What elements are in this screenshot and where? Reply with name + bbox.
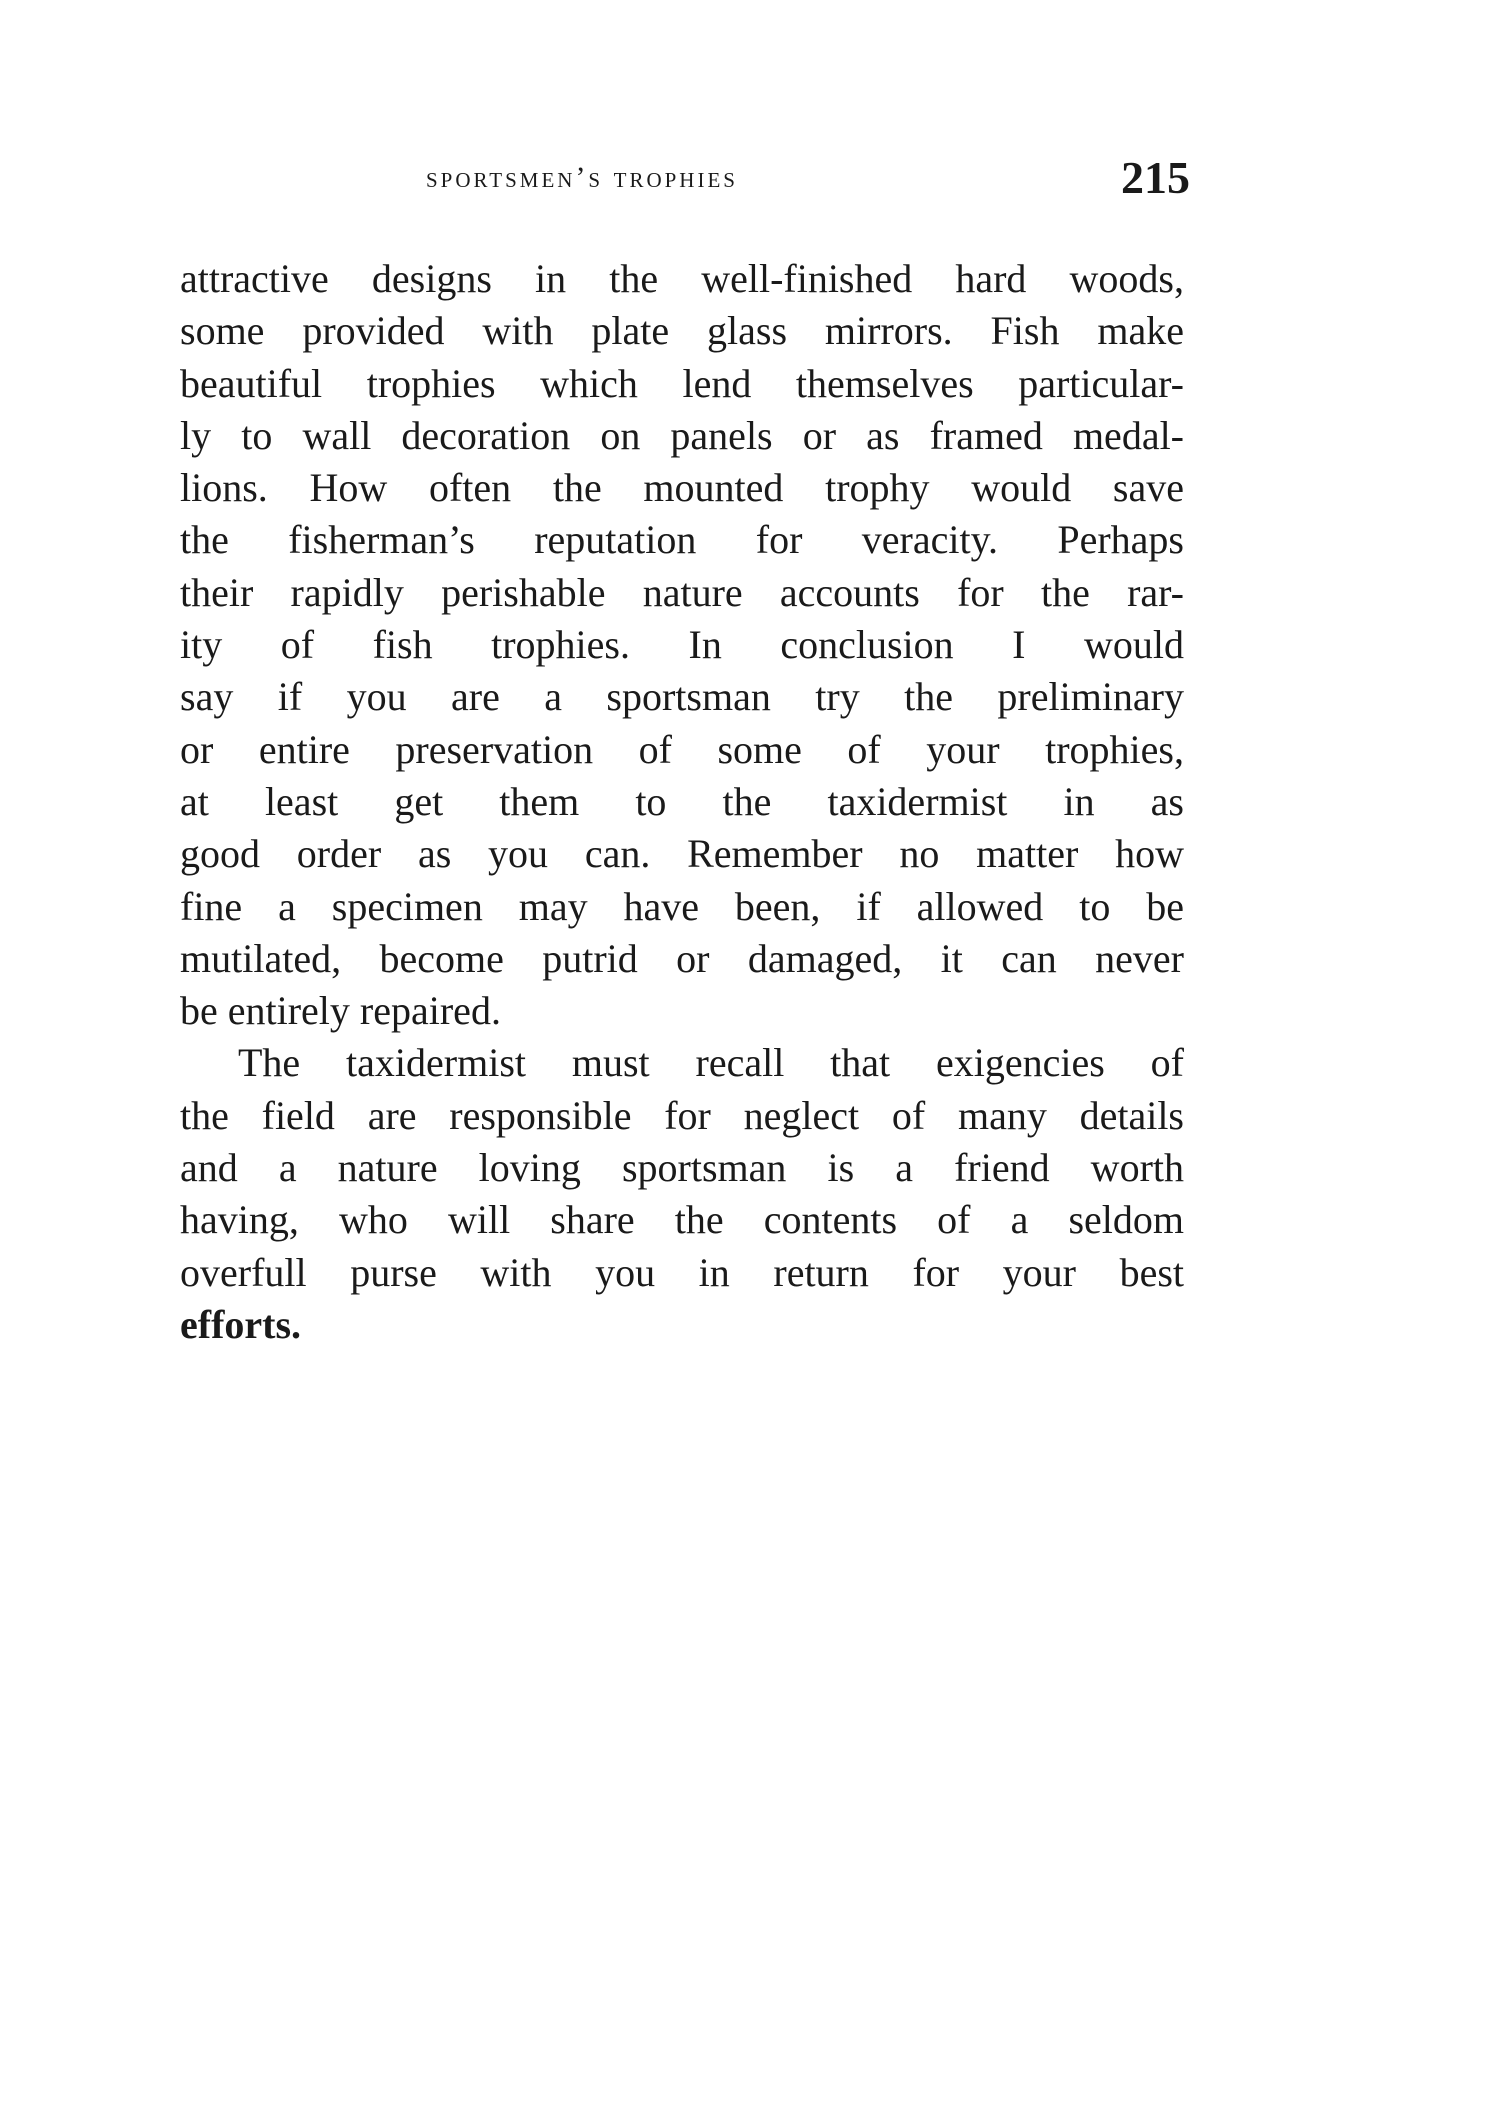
text-line: some provided with plate glass mirrors. Fish make xyxy=(180,308,1184,354)
paragraph-2 xyxy=(180,1037,1184,1351)
running-head xyxy=(180,152,1190,215)
paragraph-1 xyxy=(180,253,1184,1037)
text-line: fine a specimen may have been, if allowed to be xyxy=(180,883,1184,929)
page-number: 215 xyxy=(1121,152,1190,203)
text-line: at least get them to the taxidermist in as xyxy=(180,778,1184,824)
text-line: the field are responsible for neglect of many details xyxy=(180,1092,1184,1138)
text-line: and a nature loving sportsman is a friend worth xyxy=(180,1145,1184,1191)
text-line: beautiful trophies which lend themselves particular- xyxy=(180,360,1184,406)
text-line: say if you are a sportsman try the preliminary xyxy=(180,674,1184,720)
text-line: be entirely repaired. xyxy=(180,988,501,1034)
text-line: or entire preservation of some of your trophies, xyxy=(180,726,1184,772)
text-line: The taxidermist must recall that exigencies of xyxy=(238,1040,1184,1086)
text-line: lions. How often the mounted trophy would save xyxy=(180,465,1184,511)
text-line: mutilated, become putrid or damaged, it can never xyxy=(180,935,1184,981)
body-text xyxy=(180,253,1184,1351)
text-line: overfull purse with you in return for your best xyxy=(180,1249,1184,1295)
text-line: good order as you can. Remember no matter how xyxy=(180,831,1184,877)
text-line: ly to wall decoration on panels or as framed medal- xyxy=(180,412,1184,458)
text-line: having, who will share the contents of a seldom xyxy=(180,1197,1184,1243)
text-line: the fisherman’s reputation for veracity. Perhaps xyxy=(180,517,1184,563)
text-line: their rapidly perishable nature accounts for the rar- xyxy=(180,569,1184,615)
text-line: ity of fish trophies. In conclusion I would xyxy=(180,622,1184,668)
running-title: sportsmen’s trophies xyxy=(426,161,738,194)
text-line: attractive designs in the well-finished hard woods, xyxy=(180,256,1184,301)
text-line: efforts. xyxy=(180,1301,302,1347)
